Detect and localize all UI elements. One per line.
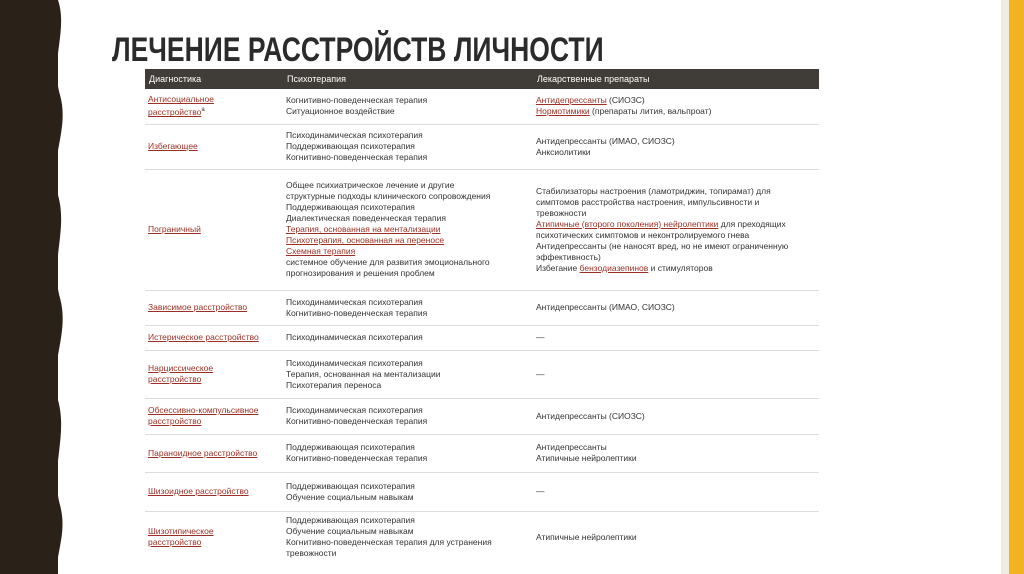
diagnosis-link[interactable]: Избегающее <box>148 141 198 151</box>
medication-text: эффективность) <box>536 251 601 262</box>
medication-text: Антидепрессанты <box>536 442 607 452</box>
table-row <box>145 511 819 563</box>
medication-cell <box>533 350 819 398</box>
medication-cell <box>533 290 819 325</box>
left-wavy-edge <box>40 0 80 574</box>
diagnosis-cell <box>145 89 283 124</box>
therapy-item: Психодинамическая психотерапия <box>286 296 423 307</box>
medication-text: Антидепрессанты (СИОЗС) <box>536 410 645 421</box>
psychotherapy-cell <box>283 350 533 398</box>
therapy-item: Ситуационное воздействие <box>286 106 395 117</box>
table-row <box>145 290 819 325</box>
medication-cell <box>533 325 819 350</box>
medication-link[interactable]: бензодиазепинов <box>579 262 649 273</box>
medication-cell <box>533 89 819 124</box>
psychotherapy-cell <box>283 472 533 511</box>
table-row <box>145 350 819 398</box>
diagnosis-link[interactable]: Истерическое расстройство <box>148 332 259 342</box>
diagnosis-link[interactable]: Пограничный <box>148 224 201 234</box>
therapy-item: Общее психиатрическое лечение и другие <box>286 180 455 190</box>
psychotherapy-cell <box>283 398 533 434</box>
table-row <box>145 325 819 350</box>
psychotherapy-cell <box>283 290 533 325</box>
therapy-item: Когнитивно-поведенческая терапия <box>286 453 428 463</box>
right-accent-bar <box>1009 0 1024 574</box>
diagnosis-cell <box>145 398 283 434</box>
right-divider-strip <box>1001 0 1009 574</box>
diagnosis-cell <box>145 124 283 169</box>
table-header-row <box>145 69 819 89</box>
table-row <box>145 124 819 169</box>
medication-text: для преходящих <box>718 218 786 229</box>
medication-text: (препараты лития, вальпроат) <box>589 106 712 117</box>
slide-title: ЛЕЧЕНИЕ РАССТРОЙСТВ ЛИЧНОСТИ <box>112 31 604 69</box>
therapy-item: Поддерживающая психотерапия <box>286 480 415 491</box>
medication-text: Атипичные нейролептики <box>536 531 637 542</box>
header-psychotherapy: Психотерапия <box>283 69 533 89</box>
therapy-item: Терапия, основанная на ментализации <box>286 368 441 379</box>
medication-link[interactable]: Атипичные (второго поколения) нейролептики <box>536 218 719 229</box>
diagnosis-link[interactable]: Шизоидное расстройство <box>148 486 249 496</box>
therapy-item: Когнитивно-поведенческая терапия <box>286 152 428 162</box>
psychotherapy-cell <box>283 434 533 472</box>
table-row <box>145 169 819 290</box>
diagnosis-cell <box>145 350 283 398</box>
diagnosis-cell <box>145 325 283 350</box>
therapy-item: Поддерживающая психотерапия <box>286 202 415 212</box>
medication-cell <box>533 124 819 169</box>
medication-text: Анксиолитики <box>536 146 591 157</box>
treatment-table <box>145 69 819 563</box>
diagnosis-link[interactable]: расстройство <box>148 374 202 384</box>
table-row <box>145 472 819 511</box>
therapy-item: Когнитивно-поведенческая терапия <box>286 307 428 318</box>
therapy-item: системное обучение для развития эмоционального <box>286 257 490 267</box>
therapy-item: Поддерживающая психотерапия <box>286 141 415 151</box>
diagnosis-cell <box>145 434 283 472</box>
header-medications: Лекарственные препараты <box>533 69 819 89</box>
therapy-item: Поддерживающая психотерапия <box>286 515 415 526</box>
medication-cell <box>533 472 819 511</box>
diagnosis-link[interactable]: расстройство <box>148 416 202 426</box>
medication-text: — <box>536 332 545 342</box>
therapy-item: прогнозирования и решения проблем <box>286 268 435 278</box>
diagnosis-link[interactable]: Параноидное расстройство <box>148 447 258 458</box>
diagnosis-link[interactable]: расстройство <box>148 537 202 548</box>
therapy-item: Психодинамическая психотерапия <box>286 405 423 415</box>
medication-text: симптомов расстройства настроения, импульсивности и <box>536 196 760 207</box>
medication-text: психотических симптомов и неконтролируемого гнева <box>536 229 750 240</box>
diagnosis-link[interactable]: Шизотипическое <box>148 526 214 537</box>
medication-text: — <box>536 368 545 379</box>
psychotherapy-cell <box>283 325 533 350</box>
diagnosis-link[interactable]: Антисоциальное <box>148 94 214 105</box>
header-diagnostics: Диагностика <box>145 69 283 89</box>
medication-cell <box>533 434 819 472</box>
psychotherapy-cell <box>283 511 533 563</box>
psychotherapy-cell <box>283 124 533 169</box>
therapy-item: Психотерапия переноса <box>286 379 382 390</box>
therapy-link[interactable]: Схемная терапия <box>286 246 356 256</box>
medication-text: Избегание <box>536 262 580 273</box>
psychotherapy-cell <box>283 169 533 290</box>
medication-text: тревожности <box>536 207 587 218</box>
medication-text: Антидепрессанты (не наносят вред, но не имеют ограниченную <box>536 240 789 251</box>
medication-text: и стимуляторов <box>648 262 713 273</box>
medication-link[interactable]: Антидепрессанты <box>536 95 607 106</box>
medication-text: (СИОЗС) <box>606 95 645 106</box>
table-row <box>145 398 819 434</box>
therapy-item: Обучение социальным навыкам <box>286 526 414 537</box>
therapy-link[interactable]: Психотерапия, основанная на переносе <box>286 235 445 245</box>
psychotherapy-cell <box>283 89 533 124</box>
medication-text: Стабилизаторы настроения (ламотриджин, топирамат) для <box>536 185 771 196</box>
table-row <box>145 434 819 472</box>
diagnosis-link[interactable]: расстройство <box>148 107 202 118</box>
therapy-item: Когнитивно-поведенческая терапия <box>286 95 428 106</box>
therapy-item: Диалектическая поведенческая терапия <box>286 213 446 223</box>
therapy-item: структурные подходы клинического сопровождения <box>286 191 491 201</box>
table-row <box>145 89 819 124</box>
therapy-link[interactable]: Терапия, основанная на ментализации <box>286 224 441 234</box>
therapy-item: Обучение социальным навыкам <box>286 491 414 502</box>
diagnosis-cell <box>145 169 283 290</box>
medication-text: Антидепрессанты (ИМАО, СИОЗС) <box>536 302 675 312</box>
therapy-item: Когнитивно-поведенческая терапия <box>286 416 428 426</box>
medication-text: — <box>536 486 545 496</box>
medication-cell <box>533 169 819 290</box>
diagnosis-cell <box>145 511 283 563</box>
therapy-item: Психодинамическая психотерапия <box>286 332 423 342</box>
diagnosis-cell <box>145 472 283 511</box>
therapy-item: Психодинамическая психотерапия <box>286 357 423 368</box>
therapy-item: Поддерживающая психотерапия <box>286 442 415 452</box>
medication-cell <box>533 511 819 563</box>
diagnosis-link[interactable]: Обсессивно-компульсивное <box>148 405 259 415</box>
therapy-item: Психодинамическая психотерапия <box>286 130 423 140</box>
medication-text: Антидепрессанты (ИМАО, СИОЗС) <box>536 135 675 146</box>
diagnosis-link[interactable]: Зависимое расстройство <box>148 302 248 312</box>
therapy-item: тревожности <box>286 548 337 559</box>
footnote-mark: a <box>201 107 205 114</box>
therapy-item: Когнитивно-поведенческая терапия для устранения <box>286 537 492 548</box>
medication-text: Атипичные нейролептики <box>536 453 637 463</box>
diagnosis-link[interactable]: Нарциссическое <box>148 363 214 373</box>
medication-cell <box>533 398 819 434</box>
diagnosis-cell <box>145 290 283 325</box>
medication-link[interactable]: Нормотимики <box>536 106 590 117</box>
